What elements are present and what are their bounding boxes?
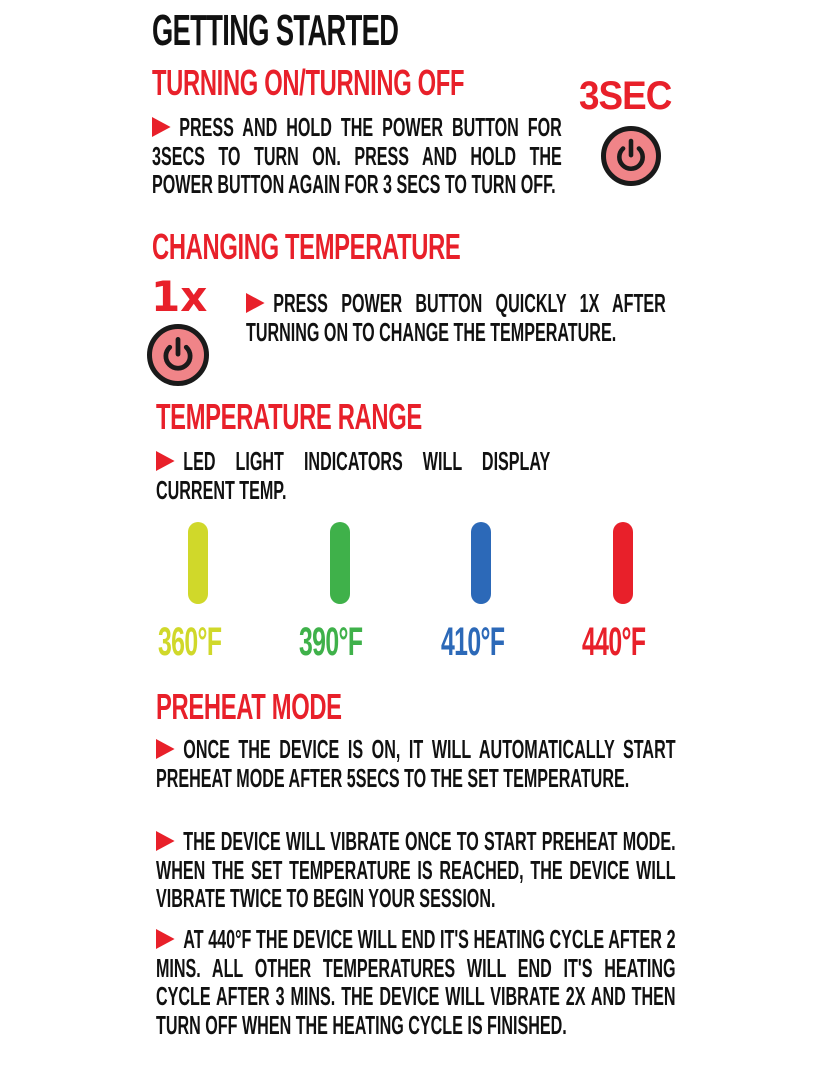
temperature-section-heading: CHANGING TEMPERATURE: [152, 226, 461, 267]
bullet-arrow-icon: [246, 293, 265, 313]
power-section-heading: TURNING ON/TURNING OFF: [152, 62, 465, 103]
bullet-arrow-icon: [156, 451, 175, 471]
temperature-instructions: PRESS POWER BUTTON QUICKLY 1X AFTER TURNING ON TO CHANGE THE TEMPERATURE.: [246, 288, 666, 347]
range-section-heading: TEMPERATURE RANGE: [156, 396, 422, 437]
power-instructions: PRESS AND HOLD THE POWER BUTTON FOR 3SECS TO TURN ON. PRESS AND HOLD THE POWER BUTTON AGAIN FOR 3 SECS TO TURN OFF.: [152, 112, 562, 199]
led-indicator-440: [613, 522, 633, 604]
press-count-badge: 1x: [151, 272, 208, 321]
temp-label-440: 440°F: [582, 620, 646, 664]
led-indicator-360: [188, 522, 208, 604]
hold-duration-badge: 3SEC: [579, 74, 672, 118]
temp-label-360: 360°F: [158, 620, 222, 664]
preheat-paragraph-2: THE DEVICE WILL VIBRATE ONCE TO START PREHEAT MODE. WHEN THE SET TEMPERATURE IS REACHED, THE DEVICE WILL VIBRATE TWICE TO BEGIN YOUR SESSION.: [156, 826, 676, 913]
power-icon: [147, 324, 209, 386]
led-indicator-410: [471, 522, 491, 604]
power-icon: [601, 126, 661, 186]
bullet-arrow-icon: [156, 831, 175, 851]
range-instructions: LED LIGHT INDICATORS WILL DISPLAY CURRENT TEMP.: [156, 446, 551, 505]
led-indicator-390: [330, 522, 350, 604]
bullet-arrow-icon: [152, 117, 171, 137]
page-title: GETTING STARTED: [152, 6, 399, 55]
preheat-paragraph-3: AT 440°F THE DEVICE WILL END IT'S HEATING CYCLE AFTER 2 MINS. ALL OTHER TEMPERATURES WILL END IT'S HEATING CYCLE AFTER 3 MINS. THE DEVICE WILL VIBRATE 2X AND THEN TURN OFF WHEN THE HEATING CYCLE IS FINISHED.: [156, 924, 676, 1040]
temp-label-390: 390°F: [299, 620, 363, 664]
bullet-arrow-icon: [156, 739, 175, 759]
temp-label-410: 410°F: [441, 620, 505, 664]
bullet-arrow-icon: [156, 929, 175, 949]
preheat-section-heading: PREHEAT MODE: [156, 686, 342, 727]
preheat-paragraph-1: ONCE THE DEVICE IS ON, IT WILL AUTOMATICALLY START PREHEAT MODE AFTER 5SECS TO THE SET TEMPERATURE.: [156, 734, 676, 793]
